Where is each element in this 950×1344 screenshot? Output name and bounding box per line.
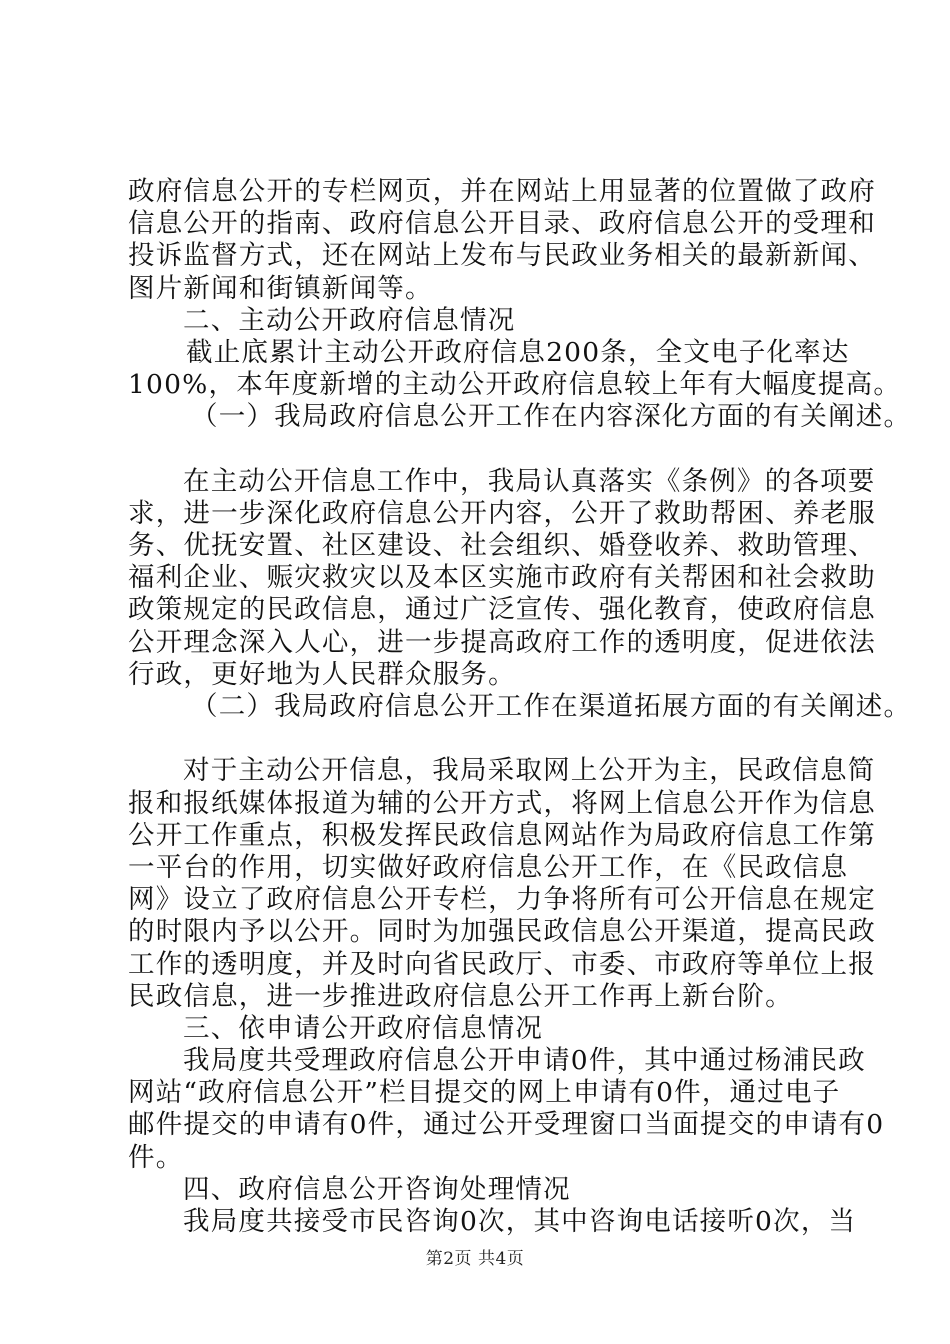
text-line: 在主动公开信息工作中，我局认真落实《条例》的各项要: [183, 465, 876, 497]
text-line: 图片新闻和街镇新闻等。: [128, 272, 433, 304]
page-number-footer: 第2页 共4页: [425, 1249, 525, 1269]
text-line: 对于主动公开信息，我局采取网上公开为主，民政信息简: [183, 755, 876, 787]
blank-line: [128, 434, 838, 466]
section-heading: 四、政府信息公开咨询处理情况: [183, 1173, 571, 1205]
text-line: 件。: [128, 1141, 184, 1173]
text-line: 务、优抚安置、社区建设、社会组织、婚登收养、救助管理、: [128, 530, 876, 562]
text-line: 公开工作重点，积极发挥民政信息网站作为局政府信息工作第: [128, 819, 876, 851]
text-line: 我局度共受理政府信息公开申请0件，其中通过杨浦民政: [183, 1045, 866, 1077]
text-line: 福利企业、赈灾救灾以及本区实施市政府有关帮困和社会救助: [128, 562, 876, 594]
text-line: 求，进一步深化政府信息公开内容，公开了救助帮困、养老服: [128, 497, 876, 529]
text-line: 100%，本年度新增的主动公开政府信息较上年有大幅度提高。: [128, 369, 902, 401]
subsection-heading: （二）我局政府信息公开工作在渠道拓展方面的有关阐述。: [191, 691, 912, 722]
text-line: 网站“政府信息公开”栏目提交的网上申请有0件，通过电子: [128, 1077, 841, 1109]
text-line: 的时限内予以公开。同时为加强民政信息公开渠道，提高民政: [128, 916, 876, 948]
text-line: 政府信息公开的专栏网页，并在网站上用显著的位置做了政府: [128, 176, 876, 207]
section-heading: 三、依申请公开政府信息情况: [183, 1012, 544, 1044]
text-line: 一平台的作用，切实做好政府信息公开工作，在《民政信息: [128, 851, 849, 883]
text-line: 投诉监督方式，还在网站上发布与民政业务相关的最新新闻、: [128, 240, 876, 272]
text-line: 政策规定的民政信息，通过广泛宣传、强化教育，使政府信息: [128, 594, 876, 626]
blank-line: [128, 723, 838, 755]
section-heading: 二、主动公开政府信息情况: [183, 304, 516, 336]
text-line: 信息公开的指南、政府信息公开目录、政府信息公开的受理和: [128, 208, 876, 240]
text-line: 截止底累计主动公开政府信息200条，全文电子化率达: [186, 336, 850, 368]
text-line: 公开理念深入人心，进一步提高政府工作的透明度，促进依法: [128, 626, 876, 658]
subsection-heading: （一）我局政府信息公开工作在内容深化方面的有关阐述。: [191, 401, 912, 433]
text-line: 邮件提交的申请有0件，通过公开受理窗口当面提交的申请有0: [128, 1109, 885, 1141]
text-line: 工作的透明度，并及时向省民政厅、市委、市政府等单位上报: [128, 948, 876, 980]
text-line: 报和报纸媒体报道为辅的公开方式，将网上信息公开作为信息: [128, 787, 876, 819]
document-body: [128, 176, 912, 1238]
text-line: 民政信息，进一步推进政府信息公开工作再上新台阶。: [128, 980, 793, 1012]
text-line: 行政，更好地为人民群众服务。: [128, 658, 516, 690]
text-line: 网》设立了政府信息公开专栏，力争将所有可公开信息在规定: [128, 884, 876, 916]
text-line: 我局度共接受市民咨询0次，其中咨询电话接听0次，当: [183, 1206, 857, 1237]
